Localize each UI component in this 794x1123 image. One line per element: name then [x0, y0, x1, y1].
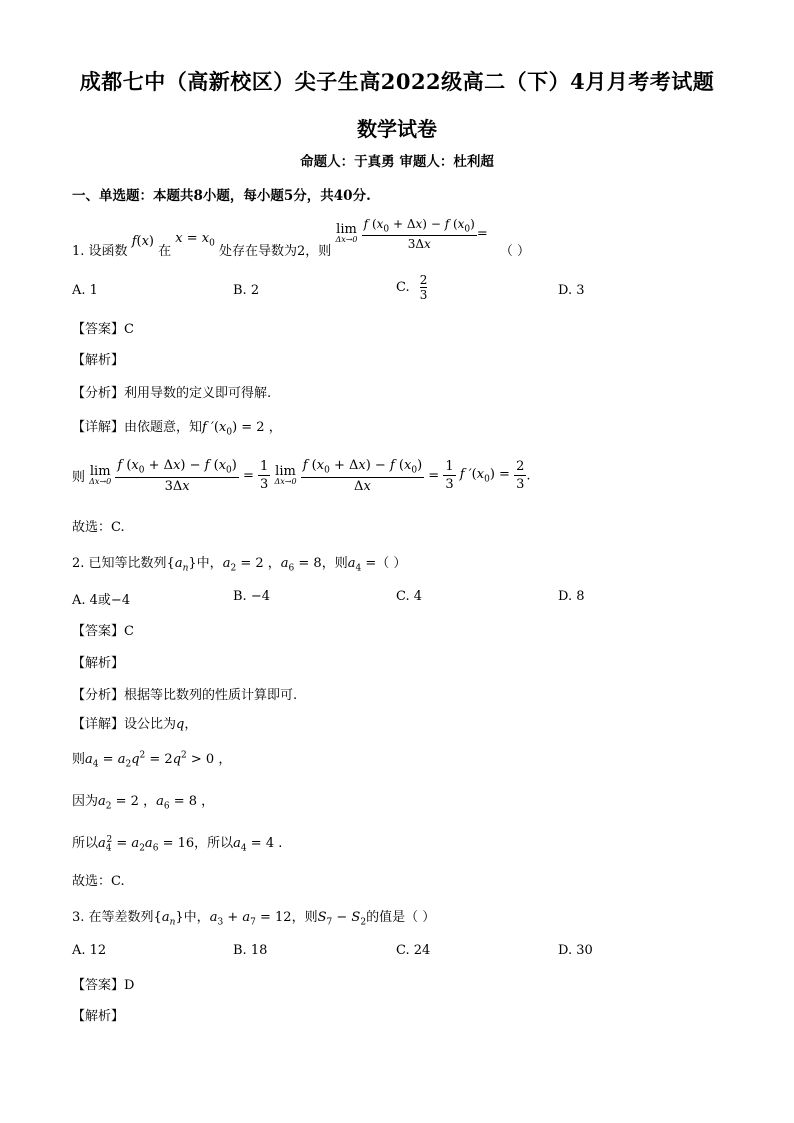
q1-answer: 【答案】C [72, 322, 134, 337]
q3-condition: $a_3 + a_7 = 12$ [209, 910, 292, 928]
q1-analysis: 【分析】利用导数的定义即可得解. [72, 386, 272, 401]
q2-answer: 【答案】C [72, 624, 134, 639]
q1-stem-text-a: 1. 设函数 [72, 244, 128, 259]
q1-jiexi: 【解析】 [72, 353, 125, 368]
question-3-stem [72, 906, 435, 928]
q3-stem-text-b: 中， [183, 910, 210, 925]
q1-detail-then: 则 [72, 470, 86, 486]
q1-option-a: A. 1 [72, 283, 98, 298]
q1-one-third-b: $\frac{1}{3}$ [445, 459, 454, 493]
q3-stem-text-d: 的值是（ ） [366, 910, 436, 925]
q2-conclusion: 故选：C. [72, 874, 125, 889]
q1-option-c-fraction: $\frac{2}{3}$ [419, 273, 428, 302]
q3-answer: 【答案】D [72, 978, 135, 993]
q3-jiexi: 【解析】 [72, 1009, 125, 1024]
q2-q-symbol: q， [176, 717, 198, 732]
section-heading: 一、单选题：本题共8小题，每小题5分，共40分. [72, 188, 371, 204]
q1-limit-expression: lim Δx→0 $\frac{f (x_0 + \Delta x) - f (x_0)}{3\Delta x}$ = [335, 216, 488, 251]
q1-x-eq-x0: $x = x_0$ [175, 231, 215, 249]
q2-a4-result: $a_4 = 4$ . [233, 836, 283, 854]
question-1-stem [72, 218, 530, 259]
q2-option-c: C. 4 [396, 589, 423, 604]
q2-a4-squared: $a_4^2 = a_2a_6 = 16$ [98, 834, 195, 854]
q2-so: 所以 [72, 836, 99, 851]
q1-detail-line1 [72, 416, 282, 438]
q1-lim-2: lim Δx→0 [89, 464, 112, 487]
q2-jiexi: 【解析】 [72, 656, 125, 671]
q1-fraction: $\frac{f (x_0 + \Delta x) - f (x_0)}{3\Delta x}$ [363, 216, 475, 251]
q2-option-a: A. 4或−4 [72, 593, 131, 608]
q1-fraction-3: $\frac{f (x_0 + \Delta x) - f (x_0)}{\Delta x}$ [302, 458, 423, 494]
q3-option-a: A. 12 [72, 943, 107, 958]
q1-fprime-x0: f $'(x_0)$ = [459, 467, 510, 485]
q1-stem-text-b: 在 [158, 244, 172, 259]
q1-answer-paren: （ ） [499, 244, 531, 259]
q1-fraction-2: $\frac{f (x_0 + \Delta x) - f (x_0)}{3\Delta x}$ [117, 458, 237, 494]
q2-a4: $a_4$ = [347, 556, 377, 574]
q1-lim-3: lim Δx→0 [274, 464, 297, 487]
q3-option-b: B. 18 [233, 943, 268, 958]
q2-because: 因为 [72, 794, 99, 809]
question-2-stem [72, 552, 406, 574]
q3-stem-text-a: 3. 在等差数列 [72, 910, 154, 925]
q1-lim: lim Δx→0 [335, 222, 358, 245]
q2-so2: ，所以 [194, 836, 234, 851]
q1-option-c [396, 273, 427, 302]
q1-option-b: B. 2 [233, 283, 260, 298]
q2-detail-line2 [72, 748, 231, 770]
q3-s7-s2: $S_7 - S_2$ [317, 910, 367, 928]
exam-title: 成都七中（高新校区）尖子生高2022级高二（下）4月月考考试题 [79, 69, 715, 94]
q2-detail-line4 [72, 832, 282, 854]
q2-stem-text-b: 中， [196, 556, 223, 571]
q1-stem-text-c: 处存在导数为2，则 [219, 244, 332, 259]
q1-one-third: $\frac{1}{3}$ [260, 459, 269, 493]
q2-analysis: 【分析】根据等比数列的性质计算即可. [72, 688, 298, 703]
q1-detail-line2: 则 lim Δx→0 $\frac{f (x_0 + \Delta x) - f (x_0)}{3\Delta x}$ = $\frac{1}{3}$ lim Δx→0 $\frac{f (x_0 + \Delta x) - f (x_0)}{\Delta x}$ = $\frac{1}{3}$ f $'(x_0)$ = $\frac{2}{3}$ . [72, 458, 531, 494]
q1-derivative-value: f $'(x_0) = 2$ ， [202, 420, 282, 438]
q2-detail-prefix: 【详解】设公比为 [72, 717, 177, 732]
q2-then: 则 [72, 752, 86, 767]
q2-given-values: $a_2 = 2$ ，$a_6 = 8$ ， [98, 794, 215, 812]
q2-a4-expr: $a_4 = a_2q^2 = 2q^2 > 0$ ， [85, 750, 232, 770]
exam-authors: 命题人：于真勇 审题人：杜利超 [300, 154, 494, 170]
q2-sequence: $\{a_n\}$ [166, 556, 197, 574]
q3-stem-text-c: ，则 [291, 910, 318, 925]
q2-stem-text-a: 2. 已知等比数列 [72, 556, 167, 571]
exam-subtitle: 数学试卷 [357, 117, 437, 141]
q1-option-c-label: C. [396, 280, 410, 295]
q3-option-c: C. 24 [396, 943, 431, 958]
q2-a2: $a_2 = 2$ ，$a_6 = 8$ [222, 556, 322, 574]
q1-fx: f(x) [131, 234, 154, 249]
q2-detail-line1 [72, 713, 197, 732]
q2-answer-paren: （ ） [376, 556, 407, 571]
q2-detail-line3 [72, 790, 214, 812]
q3-sequence: $\{a_n\}$ [153, 910, 184, 928]
q2-option-d: D. 8 [558, 589, 585, 604]
q2-option-b: B. −4 [233, 589, 270, 604]
q1-conclusion: 故选：C. [72, 520, 125, 535]
q1-detail-prefix: 【详解】由依题意，知 [72, 420, 203, 435]
q1-option-d: D. 3 [558, 283, 585, 298]
q1-two-thirds: $\frac{2}{3}$ [516, 459, 525, 493]
q3-option-d: D. 30 [558, 943, 593, 958]
q2-stem-text-c: ，则 [321, 556, 348, 571]
